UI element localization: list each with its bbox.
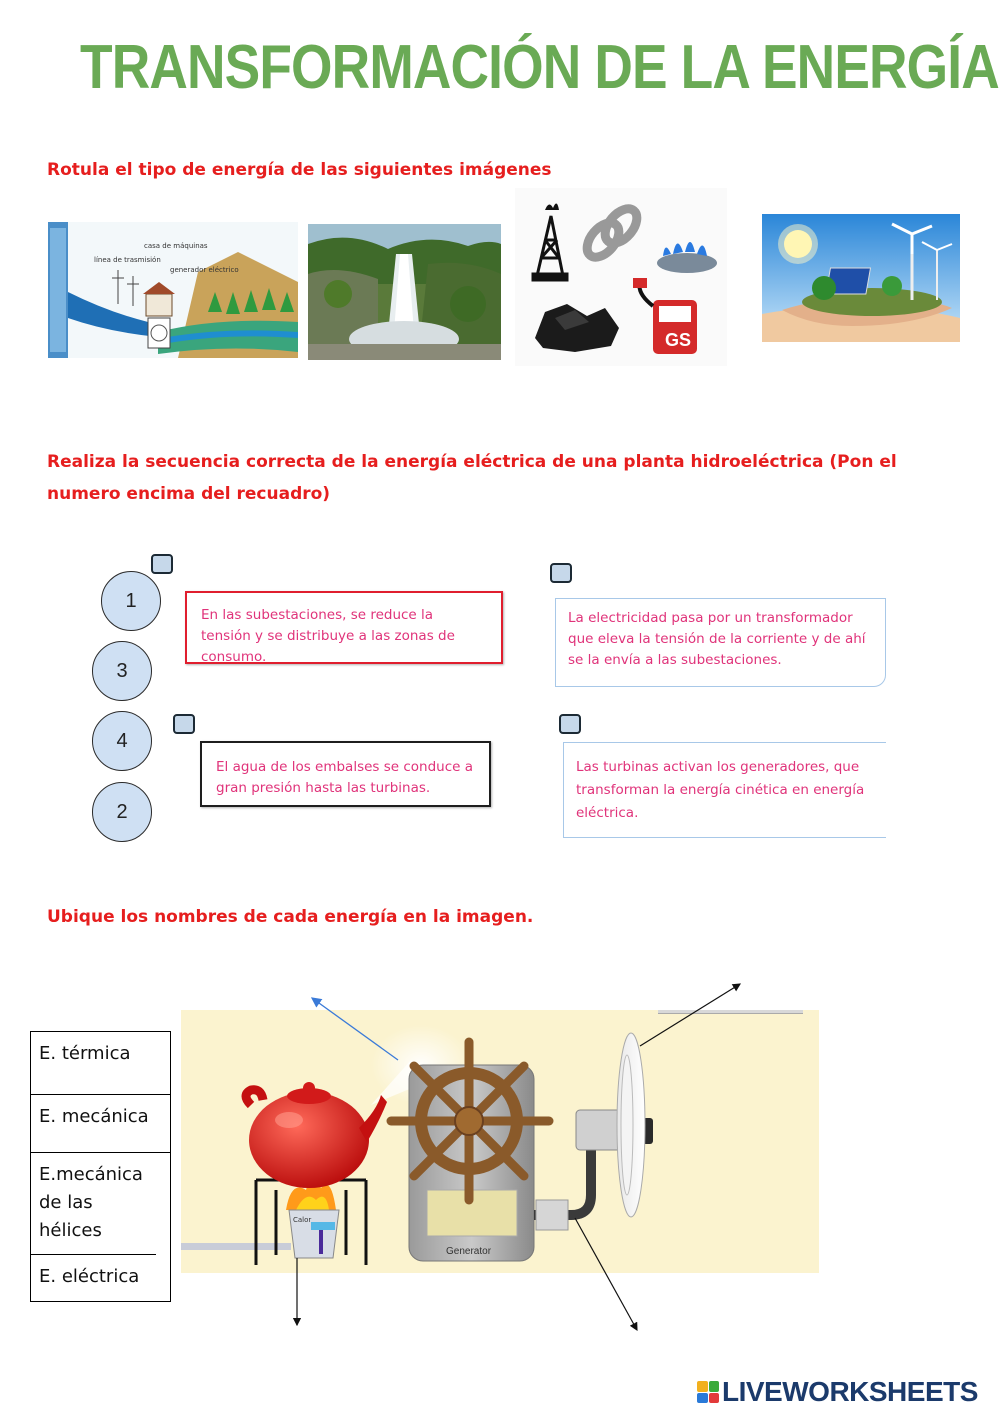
- number-circle-2: 2: [92, 782, 152, 842]
- heater-label: Calor: [293, 1216, 312, 1224]
- number-circle-4: 4: [92, 711, 152, 771]
- logo-squares-icon: [697, 1381, 719, 1403]
- fossil-fuels-icons-image: [515, 188, 727, 366]
- gas-station-label: GS: [665, 330, 692, 350]
- number-circle-3: 3: [92, 641, 152, 701]
- label-thermal[interactable]: E. térmica: [31, 1032, 170, 1095]
- instruction-place-names: Ubique los nombres de cada energía en la imagen.: [47, 907, 534, 927]
- energy-transformation-diagram: [181, 1010, 819, 1273]
- house-label: casa de máquinas: [144, 242, 208, 250]
- liveworksheets-logo[interactable]: [697, 1376, 978, 1408]
- brand-name: LIVEWORKSHEETS: [722, 1376, 978, 1407]
- answer-checkbox-2[interactable]: [550, 563, 572, 583]
- waterfall-photo-image: [308, 224, 501, 360]
- label-electric[interactable]: E. eléctrica: [39, 1266, 140, 1287]
- sequence-box-reservoir: El agua de los embalses se conduce a gran presión hasta las turbinas.: [200, 741, 491, 807]
- line-label: línea de trasmisión: [94, 256, 161, 264]
- instruction-label-energy: Rotula el tipo de energía de las siguientes imágenes: [47, 160, 552, 180]
- answer-checkbox-4[interactable]: [559, 714, 581, 734]
- energy-labels-table: [30, 1031, 171, 1302]
- generator-label: generador eléctrico: [170, 266, 239, 274]
- number-circle-1: 1: [101, 571, 161, 631]
- sequence-box-turbines: Las turbinas activan los generadores, que transforman la energía cinética en energía eléctrica.: [563, 742, 886, 838]
- answer-checkbox-3[interactable]: [173, 714, 195, 734]
- instruction-sequence: Realiza la secuencia correcta de la energía eléctrica de una planta hidroeléctrica (Pon el numero encima del recuadro): [47, 452, 897, 504]
- sequence-box-transformer: La electricidad pasa por un transformador que eleva la tensión de la corriente y de ahí se la envía a las subestaciones.: [555, 598, 886, 687]
- answer-checkbox-1[interactable]: [151, 554, 173, 574]
- generator-label: Generator: [446, 1246, 492, 1257]
- page-title: TRANSFORMACIÓN DE LA ENERGÍA: [80, 33, 999, 102]
- hydro-plant-diagram-image: [48, 222, 298, 358]
- sequence-box-substations: En las subestaciones, se reduce la tensión y se distribuye a las zonas de consumo.: [185, 591, 503, 664]
- label-mechanical-propellers[interactable]: E.mecánica de las hélices: [31, 1153, 156, 1255]
- renewable-energy-hand-image: [762, 214, 960, 342]
- label-mechanical[interactable]: E. mecánica: [31, 1095, 170, 1153]
- diagram-top-bar: [658, 1010, 803, 1014]
